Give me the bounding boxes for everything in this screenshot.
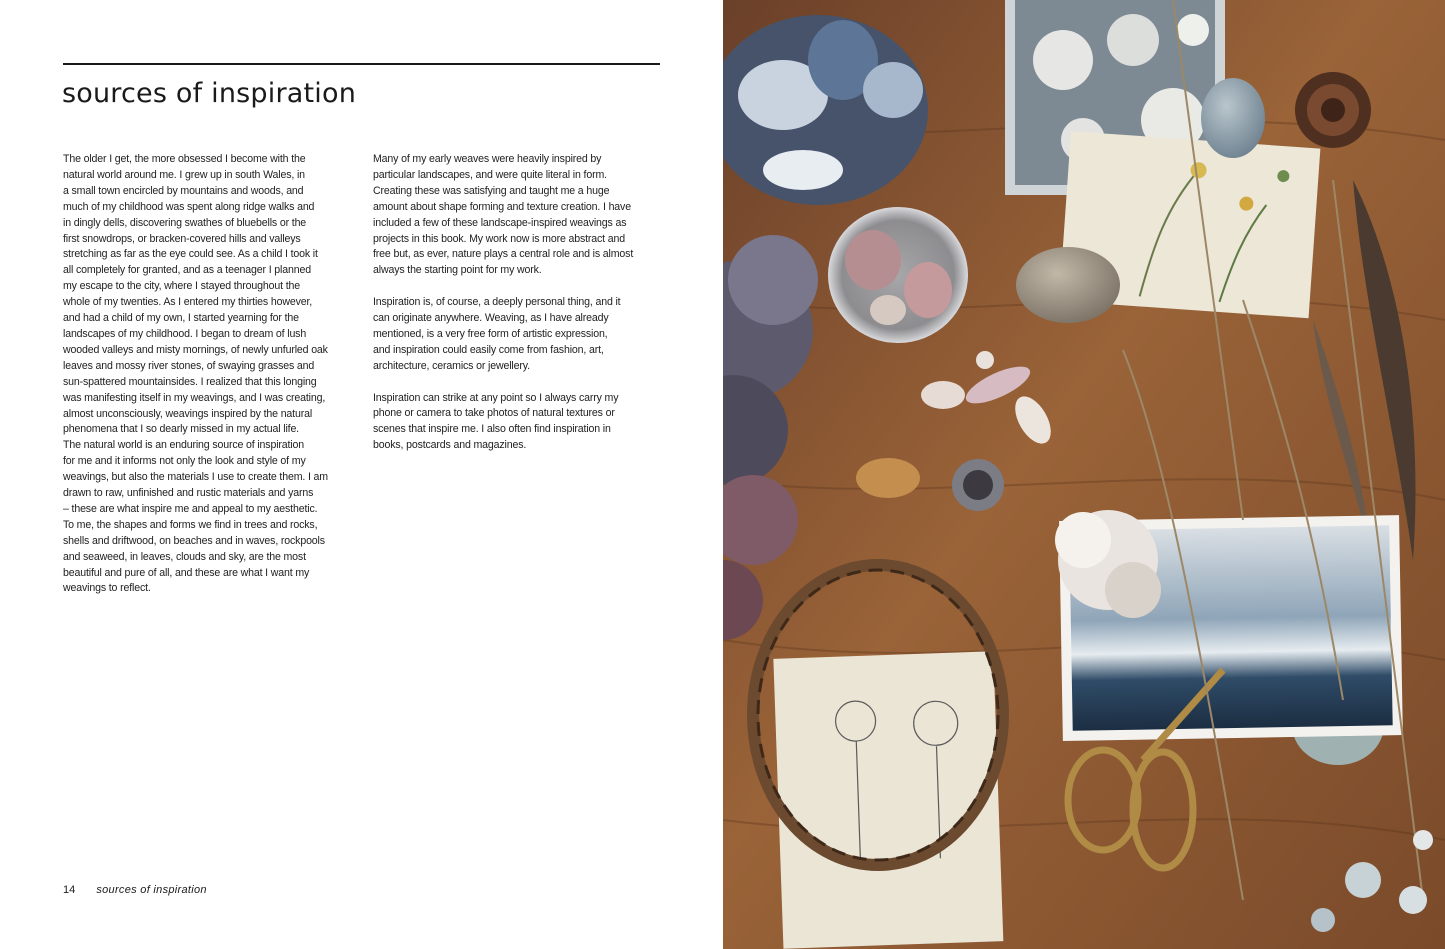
body-line: natural world around me. I grew up in south Wales, in <box>63 168 305 181</box>
body-line: mentioned, is a very free form of artistic expression, <box>373 327 608 340</box>
body-line: leaves and mossy river stones, of swaying grasses and <box>63 359 315 372</box>
nature-flatlay-photo <box>723 0 1445 949</box>
paragraph-gap <box>373 279 663 295</box>
body-line: much of my childhood was spent along ridge walks and <box>63 200 315 213</box>
body-line: wooded valleys and misty mornings, of newly unfurled oak <box>63 343 328 356</box>
small-pine-cone <box>952 459 1004 511</box>
body-line: in dingly dells, discovering swathes of bluebells or the <box>63 216 307 229</box>
running-footer: sources of inspiration <box>96 884 207 896</box>
body-line: Many of my early weaves were heavily inspired by <box>373 153 602 165</box>
grey-stone <box>1016 247 1120 323</box>
botanical-page <box>773 651 1003 949</box>
body-column-left <box>63 152 353 597</box>
page-number: 14 <box>63 884 76 896</box>
body-line: almost unconsciously, weavings inspired by the natural <box>63 407 313 420</box>
body-line: drawn to raw, unfinished and rustic materials and yarns <box>63 487 314 500</box>
body-line: stretching as far as the eye could see. As a child I took it <box>63 248 318 261</box>
body-line: phenomena that I so dearly missed in my actual life. <box>63 423 299 436</box>
body-line: particular landscapes, and were quite literal in form. <box>373 168 607 181</box>
body-line: weavings to reflect. <box>63 582 151 595</box>
body-line: a small town encircled by mountains and woods, and <box>63 184 304 197</box>
seed-pod <box>856 458 920 498</box>
body-line: amount about shape forming and texture creation. I have <box>373 200 631 213</box>
body-line: Inspiration can strike at any point so I always carry my <box>373 391 619 404</box>
body-line: shells and driftwood, on beaches and in waves, rockpools <box>63 534 325 547</box>
body-column-right <box>373 152 663 454</box>
body-line: The natural world is an enduring source of inspiration <box>63 439 304 452</box>
body-line: first snowdrops, or bracken-covered hills and valleys <box>63 232 301 245</box>
page-footer <box>63 884 207 896</box>
body-line: was manifesting itself in my weavings, and I was creating, <box>63 391 326 404</box>
body-line: architecture, ceramics or jewellery. <box>373 359 530 372</box>
body-line: The older I get, the more obsessed I become with the <box>63 153 306 165</box>
paragraph-gap <box>373 375 663 391</box>
body-line: Creating these was satisfying and taught me a huge <box>373 184 610 197</box>
blue-pebble <box>1201 78 1265 158</box>
body-line: and had a child of my own, I started yearning for the <box>63 312 299 325</box>
page-title: sources of inspiration <box>62 78 357 109</box>
body-line: beautiful and pure of all, and these are what I want my <box>63 566 310 579</box>
body-line: and inspiration could easily come from fashion, art, <box>373 343 604 356</box>
body-line: whole of my twenties. As I entered my thirties however, <box>63 296 313 309</box>
body-line: To me, the shapes and forms we find in trees and rocks, <box>63 518 318 531</box>
body-line: sun-spattered mountainsides. I realized that this longing <box>63 375 317 388</box>
body-line: books, postcards and magazines. <box>373 439 527 452</box>
body-line: Inspiration is, of course, a deeply personal thing, and it <box>373 296 621 309</box>
body-line: my escape to the city, where I stayed throughout the <box>63 280 300 293</box>
body-line: – these are what inspire me and appeal to my aesthetic. <box>63 502 318 515</box>
body-line: always the starting point for my work. <box>373 264 542 277</box>
title-rule <box>63 63 660 65</box>
body-line: and seaweed, in leaves, clouds and sky, are the most <box>63 550 306 563</box>
body-line: can originate anywhere. Weaving, as I have already <box>373 312 609 325</box>
photo-illustration <box>723 0 1445 949</box>
body-line: all completely for granted, and as a teenager I planned <box>63 264 311 277</box>
body-line: scenes that inspire me. I also often find inspiration in <box>373 423 611 436</box>
body-line: included a few of these landscape-inspired weavings as <box>373 216 627 229</box>
pine-cone <box>1295 72 1371 148</box>
body-line: landscapes of my childhood. I began to dream of lush <box>63 327 307 340</box>
body-line: projects in this book. My work now is more abstract and <box>373 232 625 245</box>
body-line: for me and it informs not only the look and style of my <box>63 455 306 468</box>
body-line: weavings, but also the materials I use to create them. I am <box>63 471 328 484</box>
sea-urchin-bowl <box>828 207 968 343</box>
body-line: free but, as ever, nature plays a central role and is almost <box>373 248 634 261</box>
body-line: phone or camera to take photos of natural textures or <box>373 407 615 420</box>
